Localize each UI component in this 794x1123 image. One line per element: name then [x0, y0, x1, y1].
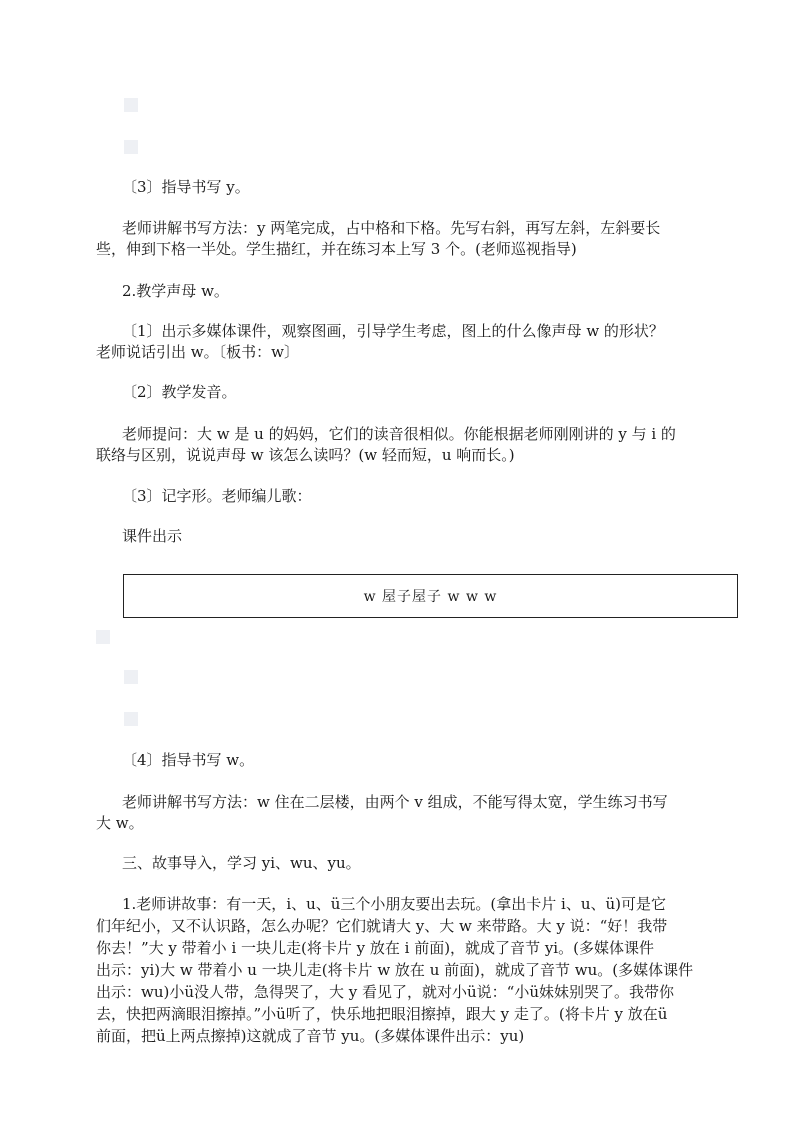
- paragraph-line: 们年纪小，又不认识路，怎么办呢？它们就请大 y、大 w 来带路。大 y 说：“好！我带: [96, 917, 668, 935]
- image-placeholder: [96, 630, 110, 644]
- image-placeholder: [124, 670, 138, 684]
- paragraph-line: 大 w。: [96, 814, 144, 832]
- rhyme-text: w 屋子屋子 w w w: [363, 589, 498, 605]
- paragraph-line: 老师提问：大 w 是 u 的妈妈，它们的读音很相似。你能根据老师刚刚讲的 y 与 i 的: [122, 425, 676, 443]
- section-heading: 〔2〕教学发音。: [122, 383, 237, 401]
- paragraph-line: 〔1〕出示多媒体课件，观察图画，引导学生考虑，图上的什么像声母 w 的形状？: [122, 322, 664, 340]
- image-placeholder: [124, 712, 138, 726]
- paragraph-line: 出示：wu)小ü没人带，急得哭了，大 y 看见了，就对小ü说：“小ü妹妹别哭了。我带你: [96, 983, 675, 1001]
- paragraph-line: 前面，把ü上两点擦掉)这就成了音节 yu。(多媒体课件出示：yu): [96, 1027, 525, 1045]
- paragraph-line: 1.老师讲故事：有一天，i、u、ü三个小朋友要出去玩。(拿出卡片 i、u、ü)可是它: [122, 895, 667, 913]
- section-heading: 〔3〕指导书写 y。: [122, 178, 250, 196]
- paragraph-line: 〔3〕记字形。老师编儿歌：: [122, 487, 312, 505]
- paragraph-line: 出示：yi)大 w 带着小 u 一块儿走(将卡片 w 放在 u 前面)，就成了音节 wu。(多媒体课件: [96, 961, 694, 979]
- image-placeholder: [124, 98, 138, 112]
- paragraph-line: 去，快把两滴眼泪擦掉。”小ü听了，快乐地把眼泪擦掉，跟大 y 走了。(将卡片 y 放在ü: [96, 1005, 668, 1023]
- paragraph-line: 老师讲解书写方法：y 两笔完成，占中格和下格。先写右斜，再写左斜，左斜要长: [122, 219, 661, 237]
- paragraph-line: 你去！”大 y 带着小 i 一块儿走(将卡片 y 放在 i 前面)，就成了音节 yi。(多媒体课件: [96, 939, 654, 957]
- section-heading: 〔4〕指导书写 w。: [122, 751, 255, 769]
- paragraph-line: 老师说话引出 w。〔板书：w〕: [96, 343, 299, 361]
- paragraph-line: 老师讲解书写方法：w 住在二层楼，由两个 v 组成，不能写得太宽，学生练习书写: [122, 793, 668, 811]
- paragraph-line: 课件出示: [122, 527, 183, 545]
- paragraph-line: 联络与区别，说说声母 w 该怎么读吗？(w 轻而短，u 响而长。): [96, 446, 515, 464]
- section-heading: 三、故事导入，学习 yi、wu、yu。: [122, 854, 361, 872]
- section-heading: 2.教学声母 w。: [122, 282, 229, 300]
- paragraph-line: 些，伸到下格一半处。学生描红，并在练习本上写 3 个。(老师巡视指导): [96, 240, 577, 258]
- rhyme-box: [123, 574, 738, 618]
- image-placeholder: [124, 140, 138, 154]
